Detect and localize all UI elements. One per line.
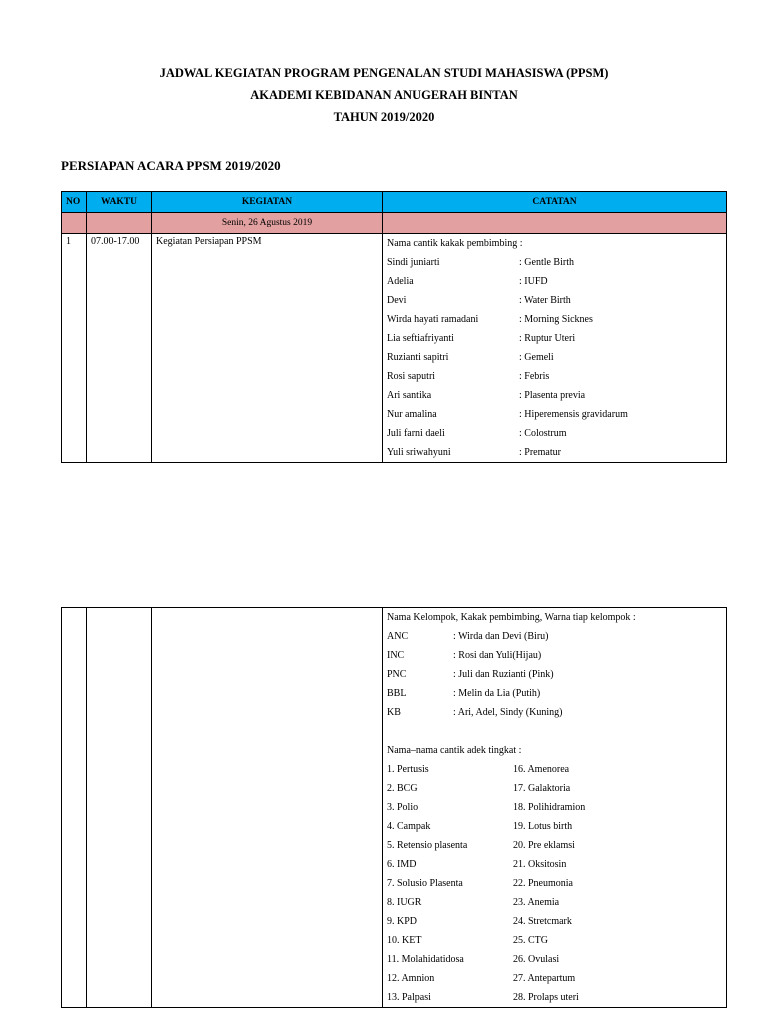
- list-item: [387, 665, 722, 684]
- pembimbing-alias: : Gentle Birth: [519, 257, 574, 268]
- adek-name-left: 7. Solusio Plasenta: [387, 878, 463, 889]
- adek-name-right: 18. Polihidramion: [513, 802, 586, 813]
- adek-list: [387, 760, 722, 1007]
- kelompok-name: PNC: [387, 669, 407, 680]
- pembimbing-alias: : Febris: [519, 371, 550, 382]
- pembimbing-alias: : Plasenta previa: [519, 390, 586, 401]
- kelompok-list: [387, 627, 722, 722]
- adek-name-right: 17. Galaktoria: [513, 783, 571, 794]
- schedule-table: [61, 191, 727, 463]
- pembimbing-alias: : Gemeli: [519, 352, 554, 363]
- list-item: [387, 424, 722, 443]
- list-item: [387, 329, 722, 348]
- list-item: [387, 950, 722, 969]
- column-header-catatan: CATATAN: [383, 192, 727, 213]
- adek-name-left: 1. Pertusis: [387, 764, 429, 775]
- date-cell-empty: [383, 213, 727, 234]
- pembimbing-name: Yuli sriwahyuni: [387, 447, 451, 458]
- adek-name-right: 25. CTG: [513, 935, 548, 946]
- list-item: [387, 836, 722, 855]
- adek-name-right: 24. Stretcmark: [513, 916, 572, 927]
- list-item: [387, 931, 722, 950]
- cell-kegiatan: Kegiatan Persiapan PPSM: [152, 234, 383, 463]
- list-item: [387, 684, 722, 703]
- list-item: [387, 443, 722, 462]
- pembimbing-alias: : Water Birth: [519, 295, 571, 306]
- adek-name-right: 20. Pre eklamsi: [513, 840, 575, 851]
- adek-name-right: 28. Prolaps uteri: [513, 992, 579, 1003]
- date-cell: Senin, 26 Agustus 2019: [152, 213, 383, 234]
- kelompok-name: ANC: [387, 631, 409, 642]
- pembimbing-name: Lia seftiafriyanti: [387, 333, 454, 344]
- pembimbing-alias: : Morning Sicknes: [519, 314, 593, 325]
- pembimbing-alias: : Colostrum: [519, 428, 567, 439]
- kelompok-detail: : Rosi dan Yuli(Hijau): [453, 650, 542, 661]
- column-header-waktu: WAKTU: [87, 192, 152, 213]
- adek-title: Nama–nama cantik adek tingkat :: [387, 745, 522, 756]
- pembimbing-alias: : Hiperemensis gravidarum: [519, 409, 628, 420]
- cell-no: 1: [62, 234, 87, 463]
- kelompok-name: BBL: [387, 688, 407, 699]
- date-row: [62, 213, 727, 234]
- kelompok-name: INC: [387, 650, 405, 661]
- table-header-row: [62, 192, 727, 213]
- pembimbing-name: Wirda hayati ramadani: [387, 314, 479, 325]
- list-item: [387, 874, 722, 893]
- doc-title-line-3: TAHUN 2019/2020: [333, 110, 435, 124]
- adek-name-right: 19. Lotus birth: [513, 821, 573, 832]
- table-row: [62, 234, 727, 463]
- section-title: PERSIAPAN ACARA PPSM 2019/2020: [61, 158, 281, 173]
- cell-no: [62, 608, 87, 1008]
- list-item: [387, 646, 722, 665]
- list-item: [387, 760, 722, 779]
- table-row: [62, 608, 727, 1008]
- pembimbing-name: Sindi juniarti: [387, 257, 440, 268]
- adek-name-right: 26. Ovulasi: [513, 954, 560, 965]
- adek-name-right: 27. Antepartum: [513, 973, 576, 984]
- pembimbing-name: Juli farni daeli: [387, 428, 445, 439]
- pembimbing-name: Ruzianti sapitri: [387, 352, 449, 363]
- pembimbing-name: Ari santika: [387, 390, 432, 401]
- list-item: [387, 817, 722, 836]
- list-item: [387, 291, 722, 310]
- list-item: [387, 253, 722, 272]
- column-header-no: NO: [62, 192, 87, 213]
- cell-catatan: [383, 234, 727, 463]
- schedule-table-continued: [61, 607, 727, 1008]
- cell-waktu: 07.00-17.00: [87, 234, 152, 463]
- list-item: [387, 969, 722, 988]
- adek-name-left: 9. KPD: [387, 916, 418, 927]
- list-item: [387, 893, 722, 912]
- adek-name-left: 8. IUGR: [387, 897, 422, 908]
- list-item: [387, 912, 722, 931]
- kelompok-detail: : Ari, Adel, Sindy (Kuning): [453, 707, 563, 718]
- list-item: [387, 348, 722, 367]
- date-cell-empty: [62, 213, 87, 234]
- date-cell-empty: [87, 213, 152, 234]
- pembimbing-name: Nur amalina: [387, 409, 437, 420]
- adek-name-right: 21. Oksitosin: [513, 859, 567, 870]
- list-item: [387, 367, 722, 386]
- cell-catatan: [383, 608, 727, 1008]
- pembimbing-name: Rosi saputri: [387, 371, 436, 382]
- list-item: [387, 779, 722, 798]
- pembimbing-alias: : Ruptur Uteri: [519, 333, 576, 344]
- list-item: [387, 310, 722, 329]
- column-header-kegiatan: KEGIATAN: [152, 192, 383, 213]
- adek-name-left: 2. BCG: [387, 783, 418, 794]
- adek-name-left: 12. Amnion: [387, 973, 435, 984]
- list-item: [387, 405, 722, 424]
- pembimbing-name: Adelia: [387, 276, 414, 287]
- adek-name-left: 3. Polio: [387, 802, 419, 813]
- kelompok-detail: : Juli dan Ruzianti (Pink): [453, 669, 554, 680]
- list-item: [387, 855, 722, 874]
- adek-name-right: 22. Pneumonia: [513, 878, 573, 889]
- list-item: [387, 703, 722, 722]
- doc-title-line-2: AKADEMI KEBIDANAN ANUGERAH BINTAN: [250, 88, 518, 102]
- cell-kegiatan: [152, 608, 383, 1008]
- adek-name-left: 13. Palpasi: [387, 992, 431, 1003]
- adek-name-right: 16. Amenorea: [513, 764, 570, 775]
- kelompok-detail: : Melin da Lia (Putih): [453, 688, 541, 699]
- doc-title-line-1: JADWAL KEGIATAN PROGRAM PENGENALAN STUDI MAHASISWA (PPSM): [159, 66, 609, 80]
- pembimbing-title: Nama cantik kakak pembimbing :: [387, 238, 523, 249]
- adek-name-right: 23. Anemia: [513, 897, 560, 908]
- kelompok-name: KB: [387, 707, 401, 718]
- pembimbing-alias: : IUFD: [519, 276, 548, 287]
- adek-name-left: 10. KET: [387, 935, 422, 946]
- pembimbing-name: Devi: [387, 295, 407, 306]
- pembimbing-list: [387, 253, 722, 462]
- list-item: [387, 798, 722, 817]
- adek-name-left: 11. Molahidatidosa: [387, 954, 464, 965]
- list-item: [387, 988, 722, 1007]
- list-item: [387, 386, 722, 405]
- list-item: [387, 627, 722, 646]
- list-item: [387, 272, 722, 291]
- adek-name-left: 6. IMD: [387, 859, 417, 870]
- pembimbing-alias: : Prematur: [519, 447, 561, 458]
- adek-name-left: 5. Retensio plasenta: [387, 840, 468, 851]
- cell-waktu: [87, 608, 152, 1008]
- kelompok-title: Nama Kelompok, Kakak pembimbing, Warna tiap kelompok :: [387, 612, 636, 623]
- kelompok-detail: : Wirda dan Devi (Biru): [453, 631, 549, 642]
- adek-name-left: 4. Campak: [387, 821, 431, 832]
